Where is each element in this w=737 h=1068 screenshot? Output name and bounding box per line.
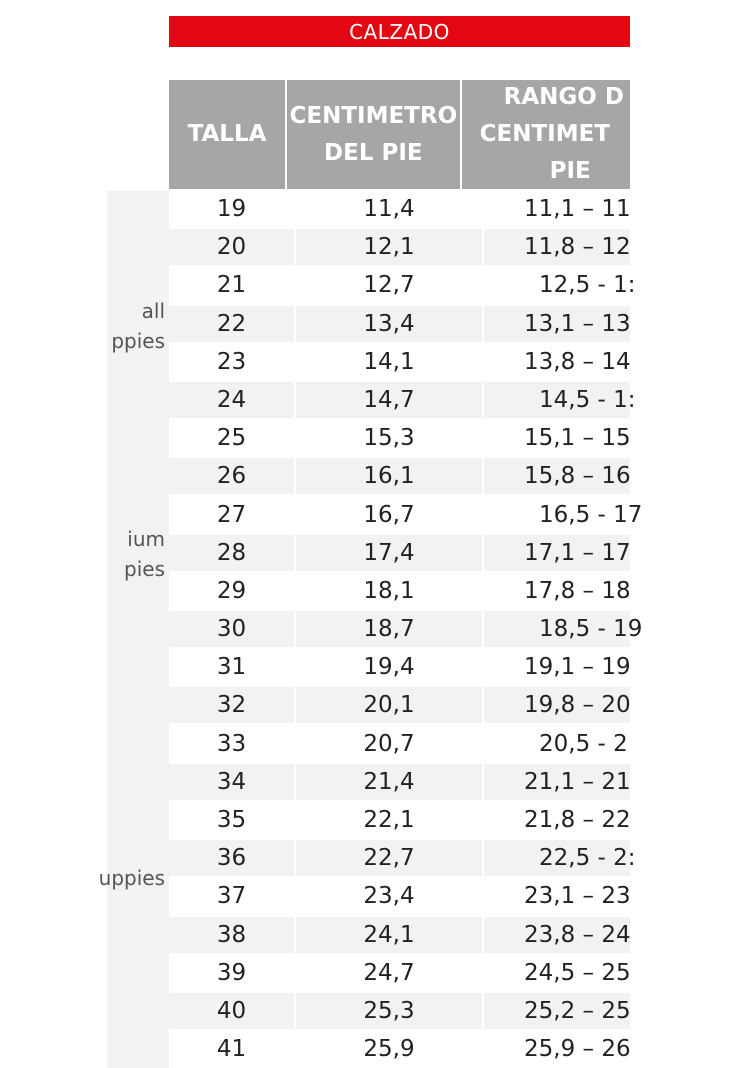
cell-rango <box>484 382 636 418</box>
cell-talla <box>169 687 296 723</box>
cell-rango <box>484 458 630 494</box>
cell-talla <box>169 191 296 227</box>
cell-rango-text: 17,8 – 18 <box>524 577 631 604</box>
cell-centimetro <box>296 840 484 876</box>
cell-centimetro-text: 20,7 <box>363 730 415 757</box>
cell-rango-text: 19,1 – 19 <box>524 654 631 681</box>
cell-centimetro-text: 21,4 <box>363 768 415 795</box>
table-row <box>169 611 643 647</box>
cell-centimetro-text: 12,1 <box>363 234 415 261</box>
cell-rango-text: 23,8 – 24 <box>524 921 631 948</box>
cell-centimetro <box>296 306 484 342</box>
cell-talla <box>169 726 296 762</box>
cell-rango-text: 18,5 - 19 <box>539 616 643 643</box>
cell-rango <box>484 611 643 647</box>
cell-rango <box>484 573 630 609</box>
cell-centimetro <box>296 497 484 533</box>
cell-rango-text: 25,2 – 25 <box>524 997 631 1024</box>
cell-centimetro <box>296 420 484 456</box>
cell-talla <box>169 840 296 876</box>
cell-talla <box>169 611 296 647</box>
cell-centimetro <box>296 382 484 418</box>
group-label-large <box>99 863 165 893</box>
cell-rango-text: 23,1 – 23 <box>524 883 631 910</box>
cell-centimetro-text: 11,4 <box>363 196 415 222</box>
cell-rango <box>484 344 630 380</box>
cell-rango <box>484 993 630 1029</box>
table-row <box>169 764 630 800</box>
cell-talla <box>169 535 296 571</box>
table-row <box>169 458 630 494</box>
cell-talla-text: 19 <box>216 196 247 222</box>
group-label-medium-line1: ium <box>127 527 165 551</box>
header-rango-line2: CENTIMET <box>479 121 611 147</box>
cell-talla <box>169 802 296 838</box>
header-talla <box>169 80 287 189</box>
cell-rango-text: 19,8 – 20 <box>524 692 631 719</box>
cell-centimetro <box>296 1031 484 1067</box>
table-row <box>169 802 630 838</box>
cell-talla <box>169 917 296 953</box>
table-row <box>169 497 643 533</box>
cell-rango-text: 13,8 – 14 <box>524 348 631 375</box>
cell-centimetro <box>296 611 484 647</box>
cell-rango <box>484 802 630 838</box>
cell-talla <box>169 1031 296 1067</box>
table-row <box>169 1031 630 1067</box>
header-centimetro-line2: DEL PIE <box>324 139 423 166</box>
table-row <box>169 229 630 265</box>
cell-talla <box>169 420 296 456</box>
cell-talla-text: 34 <box>216 768 247 795</box>
table-row <box>169 687 630 723</box>
cell-talla-text: 36 <box>216 845 247 872</box>
cell-centimetro <box>296 878 484 914</box>
cell-talla <box>169 382 296 418</box>
cell-rango-text: 21,8 – 22 <box>524 807 631 833</box>
cell-talla <box>169 878 296 914</box>
cell-talla-text: 37 <box>216 883 247 910</box>
group-column <box>98 191 169 1068</box>
table-row <box>169 840 636 876</box>
cell-centimetro <box>296 764 484 800</box>
cell-centimetro <box>296 573 484 609</box>
table-row <box>169 344 630 380</box>
cell-centimetro-text: 13,4 <box>363 310 415 337</box>
cell-talla-text: 33 <box>216 730 247 757</box>
cell-talla-text: 21 <box>216 272 247 299</box>
cell-talla-text: 28 <box>216 539 247 566</box>
cell-talla <box>169 993 296 1029</box>
cell-centimetro-text: 16,7 <box>363 501 415 528</box>
cell-rango <box>484 497 643 533</box>
group-label-small-line1: all <box>141 299 165 323</box>
cell-centimetro-text: 22,1 <box>363 807 415 833</box>
cell-rango <box>484 764 630 800</box>
cell-centimetro-text: 14,1 <box>363 348 415 375</box>
cell-centimetro <box>296 344 484 380</box>
header-centimetro <box>287 80 462 189</box>
cell-rango-text: 24,5 – 25 <box>524 959 631 986</box>
cell-talla-text: 30 <box>216 616 247 643</box>
cell-talla-text: 35 <box>216 807 247 833</box>
cell-centimetro-text: 14,7 <box>363 386 415 413</box>
cell-rango <box>484 878 630 914</box>
cell-talla-text: 22 <box>216 310 247 337</box>
table-row <box>169 191 630 227</box>
cell-centimetro <box>296 726 484 762</box>
table-row <box>169 535 630 571</box>
cell-rango <box>484 1031 630 1067</box>
cell-rango <box>484 687 630 723</box>
group-label-large-line1: uppies <box>98 866 165 890</box>
cell-centimetro-text: 24,1 <box>363 921 415 948</box>
cell-centimetro-text: 25,9 <box>363 1036 415 1063</box>
table-row <box>169 573 630 609</box>
cell-centimetro <box>296 267 484 303</box>
cell-centimetro <box>296 458 484 494</box>
cell-talla <box>169 764 296 800</box>
size-table-body <box>169 191 643 1068</box>
cell-centimetro <box>296 955 484 991</box>
cell-rango-text: 22,5 - 2: <box>539 845 636 872</box>
cell-rango <box>484 191 630 227</box>
cell-talla-text: 20 <box>216 234 247 261</box>
cell-rango-text: 11,8 – 12 <box>524 234 631 261</box>
cell-rango <box>484 535 630 571</box>
cell-rango-text: 15,1 – 15 <box>524 425 631 452</box>
cell-centimetro-text: 19,4 <box>363 654 415 681</box>
cell-rango-text: 16,5 - 17 <box>539 501 643 528</box>
cell-rango-text: 17,1 – 17 <box>524 539 631 566</box>
cell-rango <box>484 267 636 303</box>
cell-centimetro <box>296 535 484 571</box>
cell-centimetro <box>296 649 484 685</box>
cell-rango <box>484 840 636 876</box>
group-label-small <box>111 296 165 356</box>
cell-rango-text: 21,1 – 21 <box>524 768 631 795</box>
cell-talla-text: 25 <box>216 425 247 452</box>
header-centimetro-line1: CENTIMETRO <box>289 102 458 129</box>
cell-talla-text: 29 <box>216 577 247 604</box>
cell-centimetro <box>296 993 484 1029</box>
table-row <box>169 306 630 342</box>
cell-rango <box>484 649 630 685</box>
cell-talla-text: 32 <box>216 692 247 719</box>
cell-talla-text: 26 <box>216 463 247 490</box>
cell-centimetro-text: 22,7 <box>363 845 415 872</box>
header-rango-line1: RANGO D <box>503 84 624 110</box>
table-row <box>169 917 630 953</box>
table-row <box>169 955 630 991</box>
cell-centimetro <box>296 229 484 265</box>
table-row <box>169 878 630 914</box>
cell-rango-text: 15,8 – 16 <box>524 463 631 490</box>
cell-rango-text: 20,5 - 2 <box>539 730 628 757</box>
cell-talla <box>169 267 296 303</box>
header-rango-line3: PIE <box>549 158 591 184</box>
cell-rango <box>484 955 630 991</box>
cell-rango-text: 25,9 – 26 <box>524 1036 631 1063</box>
cell-rango-text: 14,5 - 1: <box>539 386 636 413</box>
calzado-banner <box>169 16 630 47</box>
cell-talla-text: 40 <box>216 997 247 1024</box>
cell-talla-text: 31 <box>216 654 247 681</box>
group-label-medium <box>124 524 165 584</box>
table-row <box>169 649 630 685</box>
cell-centimetro-text: 23,4 <box>363 883 415 910</box>
banner-title: CALZADO <box>349 19 450 44</box>
cell-talla <box>169 955 296 991</box>
cell-centimetro-text: 18,1 <box>363 577 415 604</box>
cell-centimetro <box>296 917 484 953</box>
cell-talla <box>169 229 296 265</box>
cell-rango-text: 12,5 - 1: <box>539 272 636 299</box>
cell-talla-text: 24 <box>216 386 247 413</box>
cell-talla <box>169 306 296 342</box>
cell-rango <box>484 726 630 762</box>
table-header <box>169 80 630 189</box>
header-talla-label: TALLA <box>187 121 267 147</box>
cell-talla <box>169 649 296 685</box>
cell-talla-text: 38 <box>216 921 247 948</box>
cell-talla <box>169 497 296 533</box>
cell-centimetro-text: 24,7 <box>363 959 415 986</box>
table-row <box>169 993 630 1029</box>
cell-centimetro-text: 20,1 <box>363 692 415 719</box>
table-row <box>169 726 630 762</box>
table-row <box>169 267 636 303</box>
cell-talla-text: 39 <box>216 959 247 986</box>
header-rango <box>462 80 630 189</box>
table-row <box>169 382 636 418</box>
cell-rango <box>484 306 630 342</box>
cell-rango <box>484 420 630 456</box>
cell-talla-text: 41 <box>216 1036 247 1063</box>
cell-centimetro <box>296 802 484 838</box>
group-label-small-line2: ppies <box>111 329 165 353</box>
cell-centimetro <box>296 191 484 227</box>
cell-rango-text: 13,1 – 13 <box>524 310 631 337</box>
cell-centimetro-text: 12,7 <box>363 272 415 299</box>
cell-centimetro-text: 15,3 <box>363 425 415 452</box>
cell-talla <box>169 344 296 380</box>
cell-rango <box>484 229 630 265</box>
cell-rango <box>484 917 630 953</box>
cell-talla <box>169 573 296 609</box>
table-row <box>169 420 630 456</box>
cell-talla-text: 23 <box>216 348 247 375</box>
group-label-medium-line2: pies <box>124 557 165 581</box>
cell-talla-text: 27 <box>216 501 247 528</box>
cell-centimetro-text: 25,3 <box>363 997 415 1024</box>
cell-centimetro <box>296 687 484 723</box>
cell-centimetro-text: 16,1 <box>363 463 415 490</box>
cell-talla <box>169 458 296 494</box>
cell-centimetro-text: 17,4 <box>363 539 415 566</box>
cell-centimetro-text: 18,7 <box>363 616 415 643</box>
cell-rango-text: 11,1 – 11 <box>524 196 631 222</box>
